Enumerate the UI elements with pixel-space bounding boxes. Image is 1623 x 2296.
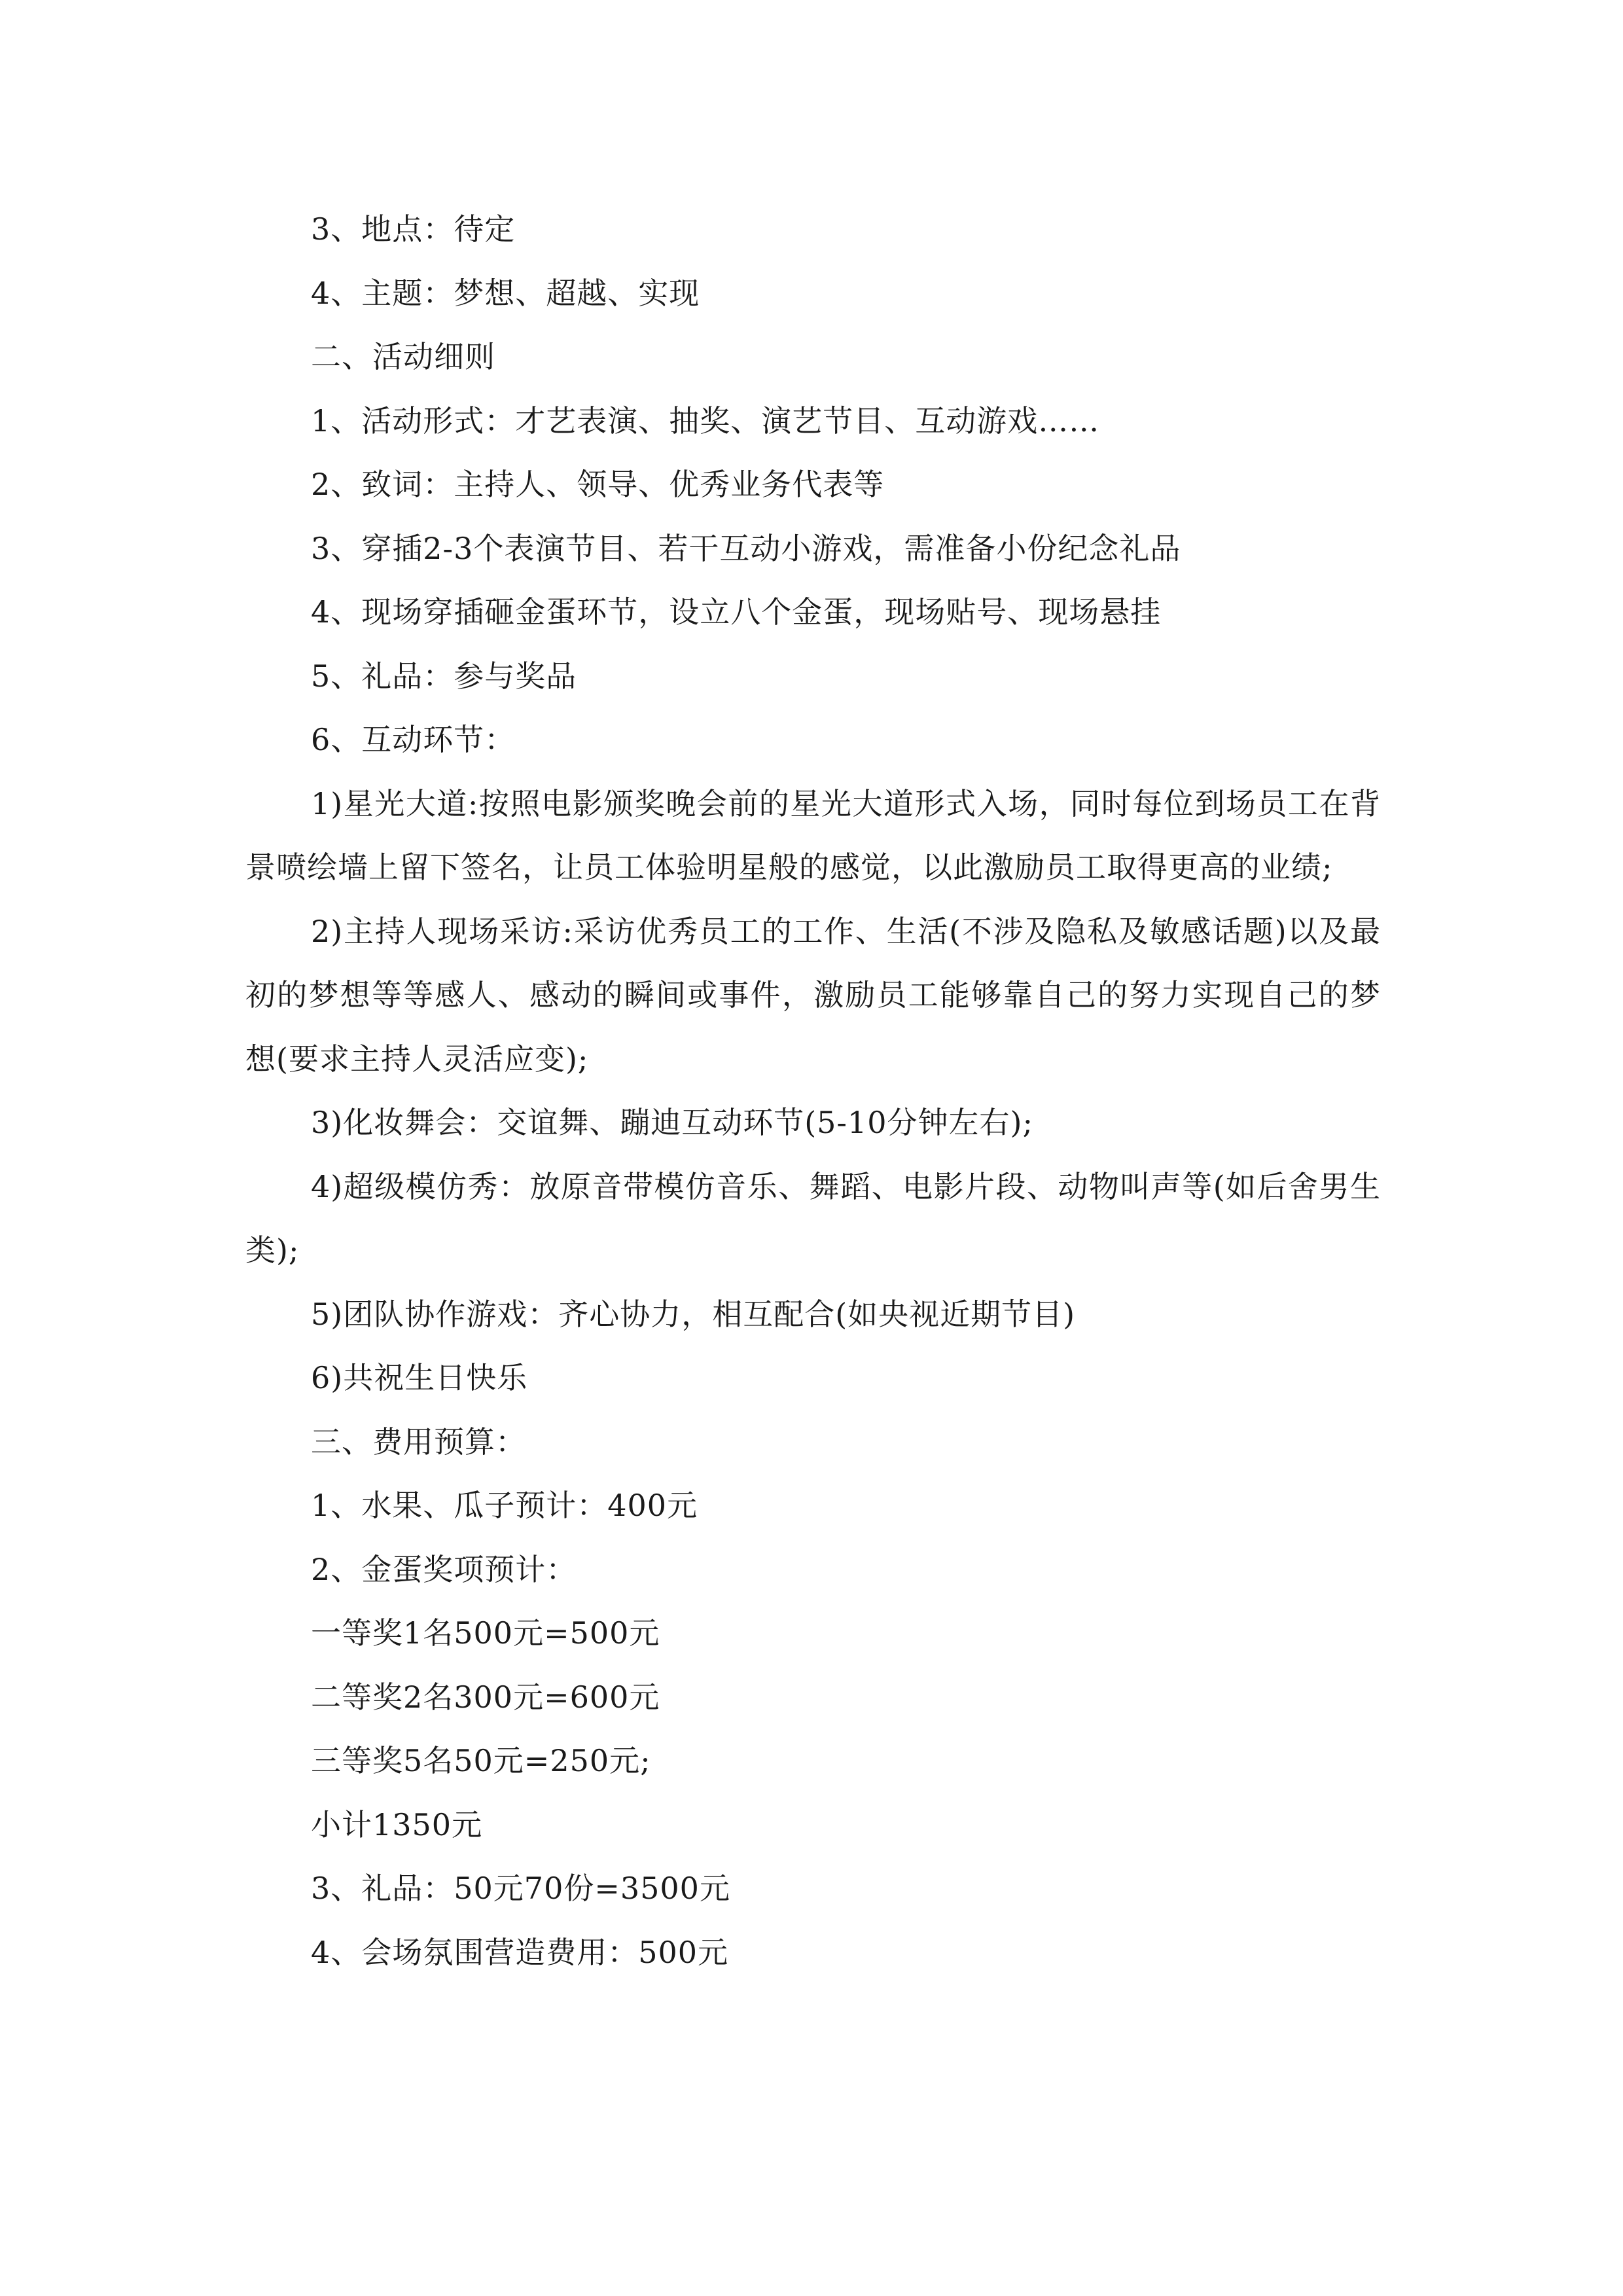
paragraph-host-interview: 2)主持人现场采访:采访优秀员工的工作、生活(不涉及隐私及敏感话题)以及最初的梦想等等感人、感动的瞬间或事件，激励员工能够靠自己的努力实现自己的梦想(要求主持人灵活应变); bbox=[245, 913, 1381, 1077]
budget-line-first-prize: 一等奖1名500元=500元 bbox=[311, 1615, 660, 1651]
document-body bbox=[245, 198, 1381, 1984]
section-heading-budget: 三、费用预算： bbox=[311, 1424, 526, 1460]
text-line-interaction: 6、互动环节： bbox=[311, 722, 516, 757]
paragraph-masquerade: 3)化妆舞会：交谊舞、蹦迪互动环节(5-10分钟左右); bbox=[311, 1105, 1033, 1140]
budget-line-subtotal: 小计1350元 bbox=[311, 1806, 483, 1842]
budget-line-third-prize: 三等奖5名50元=250元; bbox=[311, 1743, 651, 1778]
text-line-golden-eggs: 4、现场穿插砸金蛋环节，设立八个金蛋，现场贴号、现场悬挂 bbox=[311, 594, 1162, 630]
budget-line-second-prize: 二等奖2名300元=600元 bbox=[311, 1679, 660, 1715]
paragraph-team-game: 5)团队协作游戏：齐心协力，相互配合(如央视近期节目) bbox=[311, 1296, 1076, 1332]
paragraph-birthday: 6)共祝生日快乐 bbox=[311, 1360, 528, 1395]
section-heading-activity-details: 二、活动细则 bbox=[311, 339, 495, 374]
text-line-venue: 3、地点：待定 bbox=[311, 211, 516, 247]
text-line-speeches: 2、致词：主持人、领导、优秀业务代表等 bbox=[311, 467, 885, 502]
budget-line-snacks: 1、水果、瓜子预计：400元 bbox=[311, 1488, 698, 1523]
budget-line-gifts: 3、礼品：50元70份=3500元 bbox=[311, 1871, 730, 1906]
text-line-gifts: 5、礼品：参与奖品 bbox=[311, 658, 577, 694]
text-line-performances: 3、穿插2-3个表演节目、若干互动小游戏，需准备小份纪念礼品 bbox=[311, 530, 1181, 566]
paragraph-star-avenue: 1)星光大道:按照电影颁奖晚会前的星光大道形式入场，同时每位到场员工在背景喷绘墙上留下签名，让员工体验明星般的感觉，以此激励员工取得更高的业绩; bbox=[245, 785, 1381, 885]
text-line-theme: 4、主题：梦想、超越、实现 bbox=[311, 275, 700, 311]
budget-line-golden-egg-prizes: 2、金蛋奖项预计： bbox=[311, 1551, 577, 1587]
text-line-activity-format: 1、活动形式：才艺表演、抽奖、演艺节目、互动游戏…… bbox=[311, 403, 1100, 439]
paragraph-imitation-show: 4)超级模仿秀：放原音带模仿音乐、舞蹈、电影片段、动物叫声等(如后舍男生类); bbox=[245, 1168, 1381, 1268]
budget-line-venue-decoration: 4、会场氛围营造费用：500元 bbox=[311, 1934, 729, 1970]
